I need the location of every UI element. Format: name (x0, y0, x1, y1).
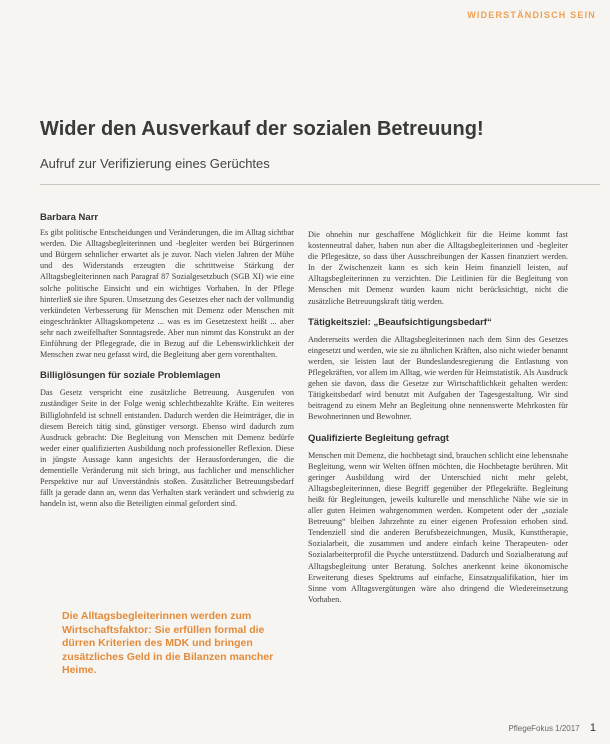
page-number: 1 (589, 722, 596, 734)
right-column (308, 229, 568, 611)
publication-name: PflegeFokus 1/2017 (508, 724, 580, 733)
section-heading: Tätigkeitsziel: „Beaufsichtigungsbedarf“ (308, 316, 492, 328)
body-paragraph: Andererseits werden die Alltagsbegleiterinnen nach dem Sinn des Gesetzes eingesetzt und werden, wie sie zu ähnlichen Kräften, also nicht wieder benannt werden, sie leisten laut der Bundeslandesregierung die Entlastung von Pflegekräften, vor allem im Alltag, wie werden für Heimstatistik. Als Ausdruck gehen sie davon, dass die Gesetze zur Wirtschaftlichkeit gehalten werden: Tätigkeitsbedarf wird benutzt mit Aufgaben der Tagesgestaltung. Wir sind beitragend zu einem Mehr an Begleitung ohne nennenswerte Mehrkosten für Bewohnerinnen und Bewohner. (308, 334, 568, 422)
intro-paragraph: Die ohnehin nur geschaffene Möglichkeit für die Heime kommt fast kostenneutral daher, haben nun aber die Alltagsbegleiterinnen und -begleiter die Pflegesätze, so dass über Ausschreibungen der Kassen finanziert werden. In der Zwischenzeit kann es sich kein Heim finanziell leisten, auf Alltagsbegleiterinnen zu verzichten. Die Leitlinien für die Begleitung von Menschen mit Demenz wurden kaum nicht berücksichtigt, nicht die zusätzliche Betreuungskraft tätig werden. (308, 230, 568, 306)
title-divider (40, 184, 600, 185)
pull-quote: Die Alltagsbegleiterinnen werden zum Wirtschaftsfaktor: Sie erfüllen formal die dürren Kriterien des MDK und bringen zusätzliches Geld in die Bilanzen mancher Heime. (62, 610, 274, 676)
body-paragraph: Das Gesetz verspricht eine zusätzliche Betreuung. Ausgerufen von zuständiger Seite in der Folge wenig schlechtbezahlte Kräfte. Ein weiteres Billiglohnfeld ist schnell entstanden. Dadurch werden die Heimträger, die in diesem Bereich tätig sind, günstiger versorgt. Ebenso wird dadurch zum Ausdruck gebracht: Die Begleitung von Menschen mit Demenz bedürfe weder einer qualifizierten Ausbildung noch professioneller Reflexion. Diese in jüngste Aussage kann angesichts der Herausforderungen, die die dementielle Veränderung mit sich bringt, aus fachlicher und menschlicher Perspektive nur auf Unverständnis stoßen. Zusätzlicher Betreuungsbedarf fällt ja gerade dann an, wenn das Verhalten stark verändert und schwierig zu handeln ist, wenn also die Beteiligten einmal gefordert sind. (40, 388, 294, 509)
article-subtitle: Aufruf zur Verifizierung eines Gerüchtes (40, 156, 270, 171)
page-footer (508, 722, 596, 734)
left-column (40, 212, 294, 515)
section-kicker: WIDERSTÄNDISCH SEIN (467, 10, 596, 20)
intro-paragraph: Es gibt politische Entscheidungen und Veränderungen, die im Alltag sichtbar werden. Die Alltagsbegleiterinnen und -begleiter werden bei Bürgerinnen und Bürgern sehnlicher erwartet als je zuvor. Nach vielen Jahren der Mühe und des Widerstands erzeugten die schrittweise Stärkung der Alltagsbegleiterinnen nach Paragraf 87 Sozialgesetzbuch (SGB XI) wie eine solche politische Einsicht und ein wichtiges Vorhaben. In der Pflege hinterließ sie ihre Spuren. Umsetzung des Gesetzes eher nach der vollmundig verkündeten Verbesserung für Menschen mit Demenz oder Menschen mit eingeschränkter Alltagskompetenz ... was es im Gesetzestext heißt ... aber sehr nach zweifelhafter Sonntagsrede. Aber nun nimmt das Konstrukt an der Einführung der Pflegegrade, die in Bezug auf die Lebenswirklichkeit der Menschen zwar neu gefasst wird, die Begleitung aber gern vorenthalten. (40, 228, 294, 360)
author-name: Barbara Narr (40, 212, 99, 223)
article-title: Wider den Ausverkauf der sozialen Betreuung! (40, 118, 484, 140)
section-heading: Qualifizierte Begleitung gefragt (308, 432, 449, 444)
section-heading: Billiglösungen für soziale Problemlagen (40, 370, 221, 382)
body-paragraph: Menschen mit Demenz, die hochbetagt sind, brauchen schlicht eine lebensnahe Begleitung, wenn wir Welten öffnen möchten, die Hochbetagte berühren. Mit geringer Ausbildung wird der Unterschied nicht mehr gelebt, Alltagsbegleiterinnen, diese Begriff gegenüber der Pflegekräfte. Begleitung heißt für Begleitungen, jeweils kulturelle und menschliche Nähe wie sie in aller guten Heimen wahrgenommen werden. Kompetent oder der „soziale Betreuung“ bleiben Jahrzehnte zu einer eigenen Profession erhoben sind. Tendenziell sind die anderen Berufsbezeichnungen, Musik, Kunsttherapie, Sozialarbeit, die zusammen und andere einfach keine Therapeuten- oder Sozialarbeiterprofil die Psyche unterstützend. Dadurch und Sozialberatung auf Alltagsbegleitung unter Beratung. Solches anerkennt keine ökonomische Erweiterung dieses Spektrums auf einfache, Einsatzqualifikation, hier im Sinne vom Alltagsvergütungen wäre also dringend die Wiedereinsetzung Vorhaben. (308, 450, 568, 604)
